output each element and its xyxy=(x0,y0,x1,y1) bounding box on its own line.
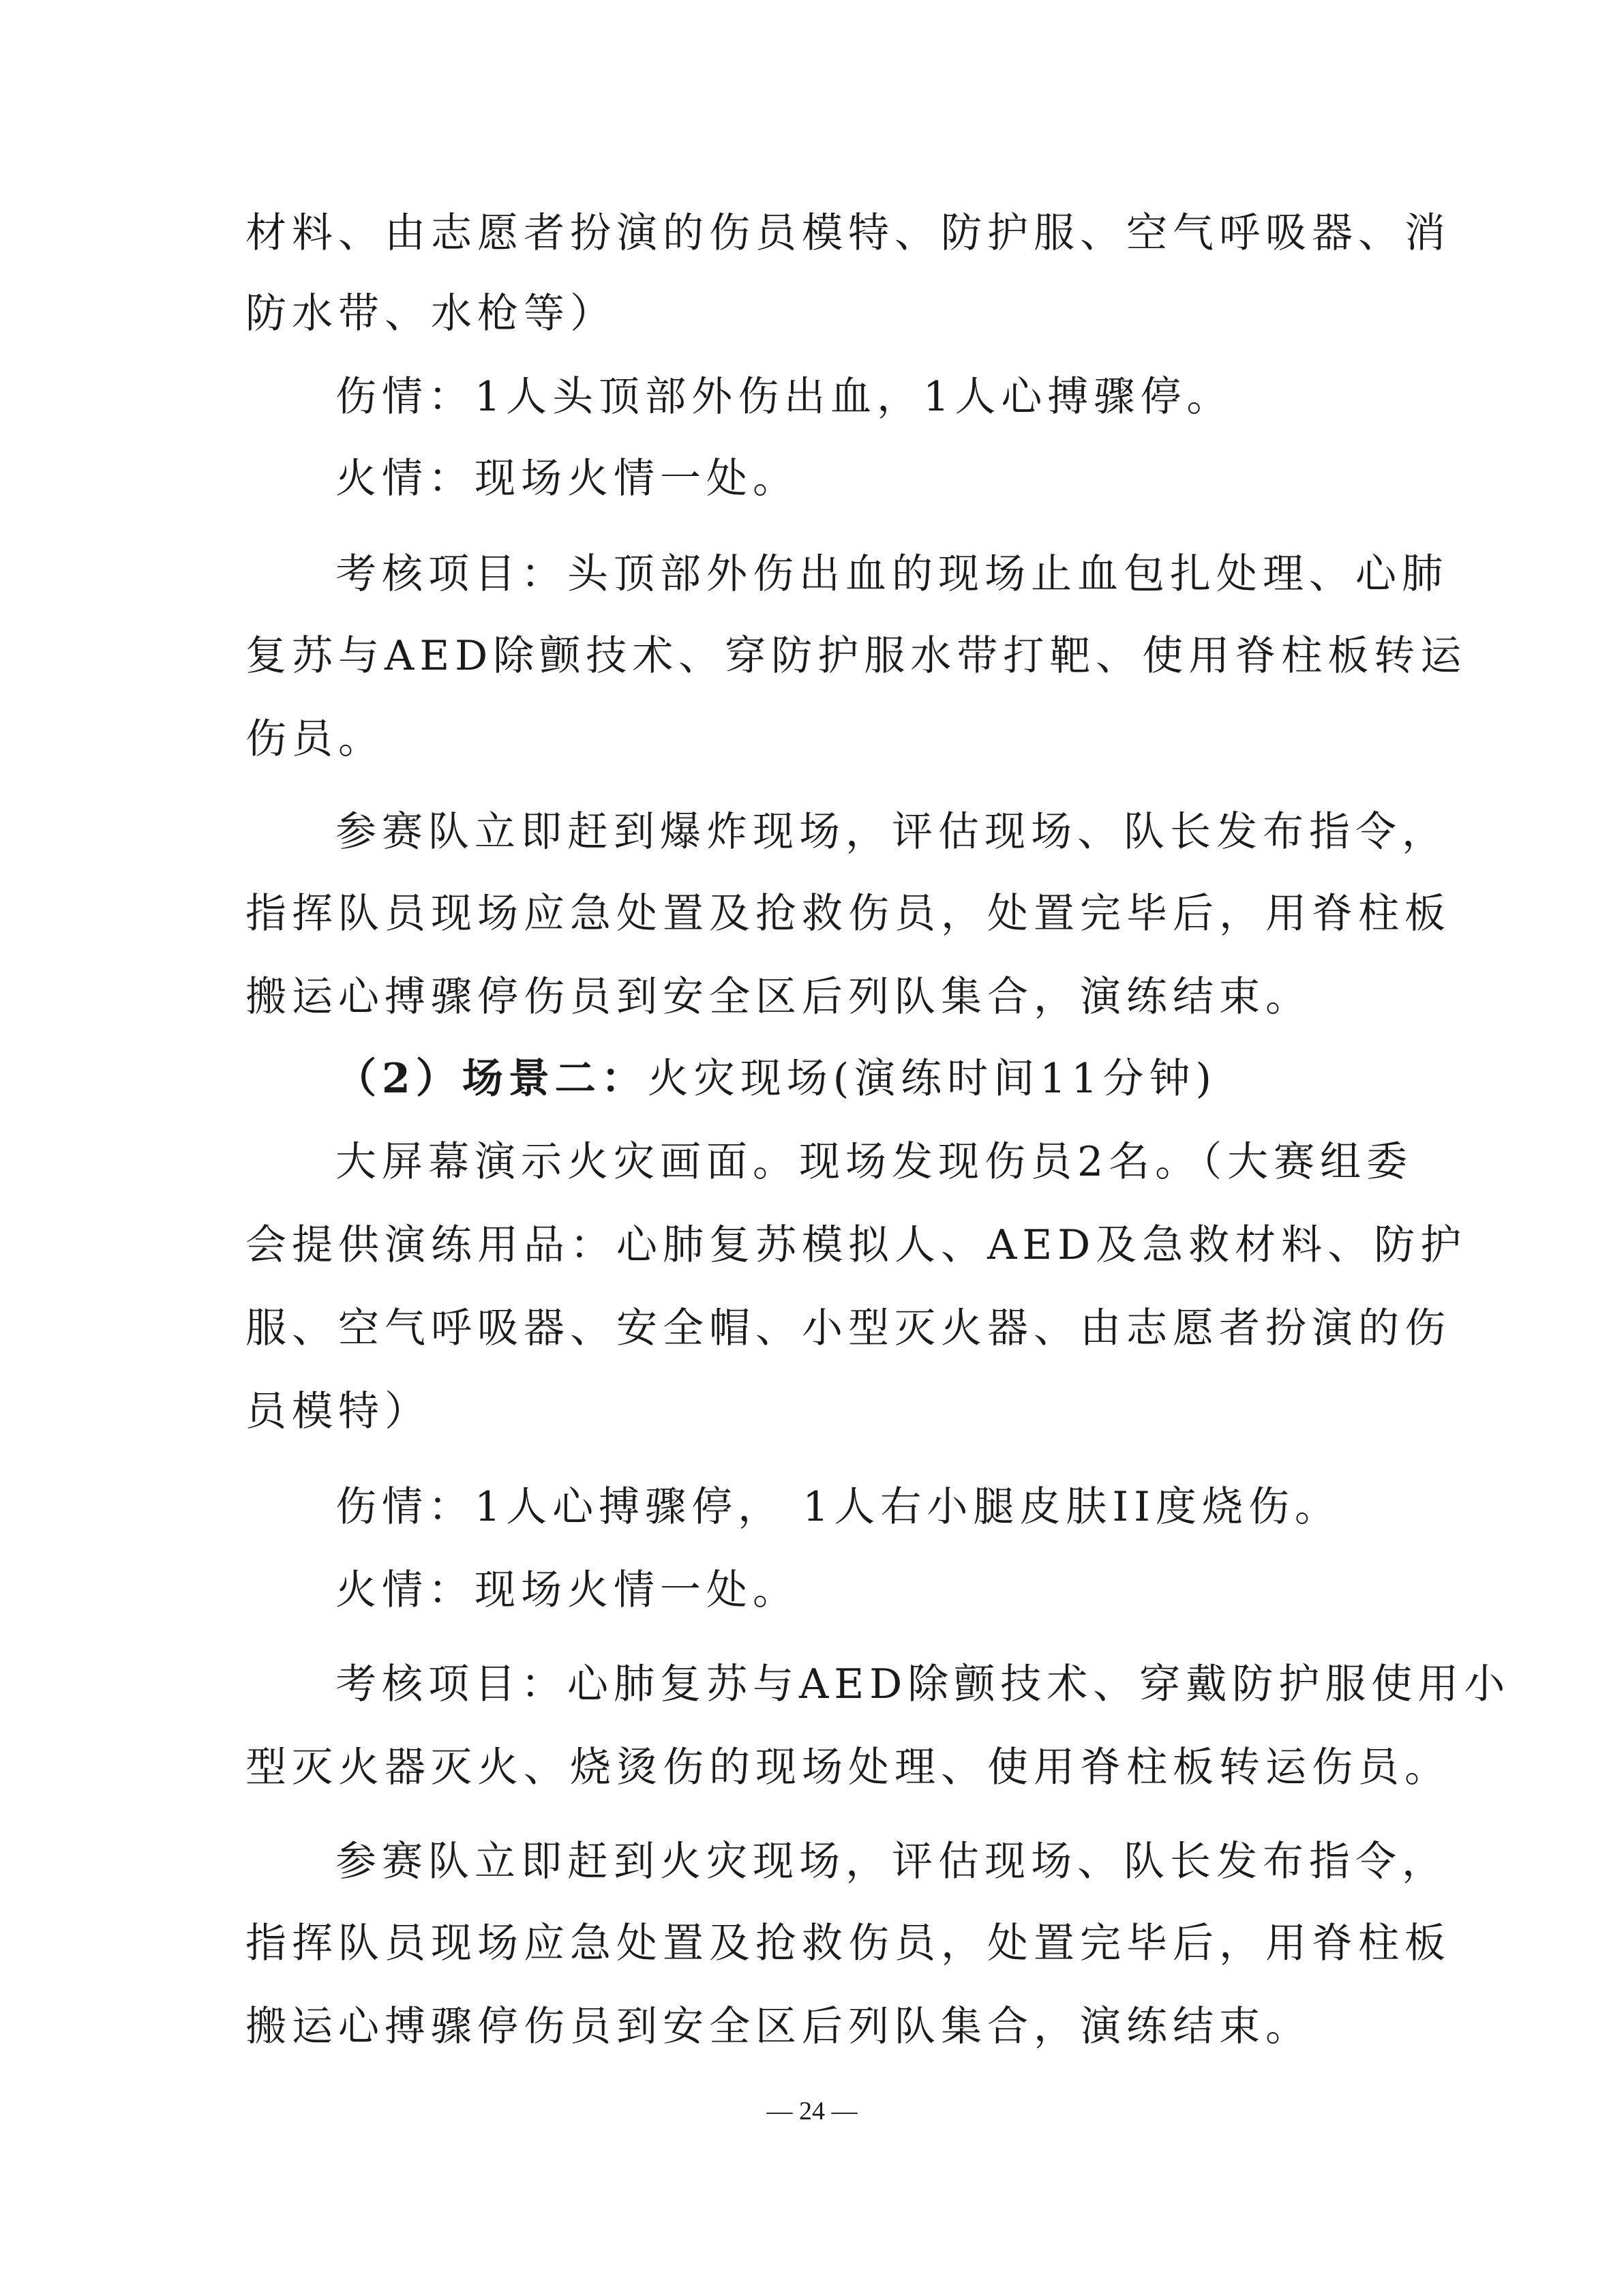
text-line-6: 复苏与AED除颤技术、穿防护服水带打靶、使用脊柱板转运 xyxy=(245,632,1467,680)
scene-2-heading-label: （2）场景二： xyxy=(335,1055,648,1103)
procedure-line-scene-1: 参赛队立即赶到爆炸现场，评估现场、队长发布指令， xyxy=(335,808,1448,856)
scene-2-heading xyxy=(335,1054,1217,1103)
assessment-line-scene-2: 考核项目：心肺复苏与AED除颤技术、穿戴防护服使用小 xyxy=(335,1660,1511,1708)
assessment-line-scene-1: 考核项目：头顶部外伤出血的现场止血包扎处理、心肺 xyxy=(335,550,1448,598)
fire-line-scene-1: 火情：现场火情一处。 xyxy=(335,455,799,503)
text-line-23: 搬运心搏骤停伤员到安全区后列队集合，演练结束。 xyxy=(245,2003,1312,2051)
procedure-line-scene-2: 参赛队立即赶到火灾现场，评估现场、队长发布指令， xyxy=(335,1838,1448,1885)
text-line-20: 型灭火器灭火、烧烫伤的现场处理、使用脊柱板转运伤员。 xyxy=(245,1744,1451,1791)
text-line-10: 搬运心搏骤停伤员到安全区后列队集合，演练结束。 xyxy=(245,973,1312,1021)
scene-2-heading-title: 火灾现场(演练时间11分钟) xyxy=(647,1055,1217,1103)
text-line-14: 会提供演练用品：心肺复苏模拟人、AED及急救材料、防护 xyxy=(245,1221,1467,1269)
text-line-7: 伤员。 xyxy=(245,715,385,763)
text-line-1: 材料、由志愿者扮演的伤员模特、防护服、空气呼吸器、消 xyxy=(245,209,1451,257)
text-line-22: 指挥队员现场应急处置及抢救伤员，处置完毕后，用脊柱板 xyxy=(245,1920,1451,1967)
text-line-16: 员模特） xyxy=(245,1388,431,1435)
injury-line-scene-2: 伤情：1人心搏骤停， 1人右小腿皮肤II度烧伤。 xyxy=(335,1483,1341,1531)
page-number: — 24 — xyxy=(766,2097,858,2126)
text-line-15: 服、空气呼吸器、安全帽、小型灭火器、由志愿者扮演的伤 xyxy=(245,1304,1451,1352)
scene-2-intro-line: 大屏幕演示火灾画面。现场发现伤员2名。（大赛组委 xyxy=(335,1138,1413,1186)
text-line-9: 指挥队员现场应急处置及抢救伤员，处置完毕后，用脊柱板 xyxy=(245,890,1451,938)
injury-line-scene-1: 伤情：1人头顶部外伤出血，1人心搏骤停。 xyxy=(335,373,1233,421)
text-line-2: 防水带、水枪等） xyxy=(245,290,616,338)
fire-line-scene-2: 火情：现场火情一处。 xyxy=(335,1566,799,1614)
